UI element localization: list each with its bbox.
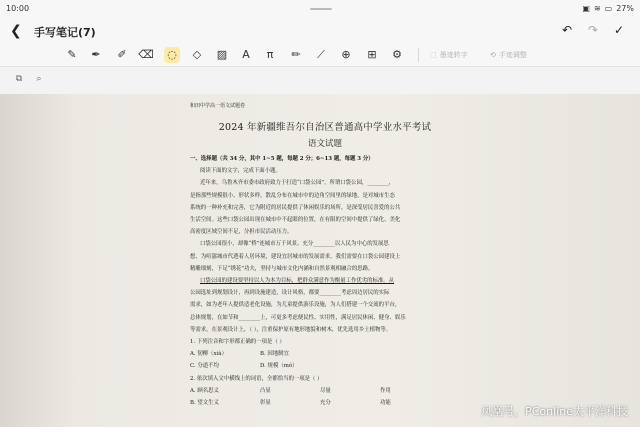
text-line: 系统的一种补充和完善，它为附近的居民提供了休闲娱乐的场所，是深受居民喜爱的公共	[190, 204, 401, 211]
question-2: 2. 依次填入文中横线上的词语，全都恰当的一项是（ ）	[190, 375, 323, 382]
section-heading: 一、选择题（共 34 分，其中 1~5 题，每题 2 分；6~13 题，每题 3 分）	[190, 156, 374, 162]
title-bar	[0, 18, 640, 44]
text-line: 高密度区域空间不足，分担市民活动压力。	[190, 229, 293, 236]
watermark: 凤凰号，PConline太平洋科技	[481, 405, 628, 418]
option-word: 尽量	[320, 387, 331, 394]
status-time: 10:00	[6, 4, 30, 13]
note-canvas[interactable]	[0, 94, 640, 427]
text-line: 口袋公园很小，却像“桥”连城市万千风景。充分________以人民为中心的发展思	[200, 241, 389, 248]
text-line: 总体规划，在如节和________上，可更多考虑便民性、实用性，满足居民休闲、健身、娱乐	[190, 314, 406, 321]
window-handle[interactable]	[310, 8, 332, 10]
highlighter-icon[interactable]: ✏	[291, 48, 301, 61]
text-line: 阅读下面的文字，完成下面小题。	[200, 168, 281, 175]
text-line: 近年来，乌鲁木齐市委市政府致力于打造“口袋公园”。所谓口袋公园，________，	[200, 180, 395, 187]
option-word: 功能	[380, 400, 391, 407]
formula-icon[interactable]: π	[266, 48, 274, 61]
text-line: 生活空间。这些口袋公园出现在城市中不起眼的位置，在有限的空间中提供了绿化、美化	[190, 217, 401, 224]
pages-icon[interactable]: ⧉	[15, 74, 23, 84]
handwriting-adjust-label: 手迹调整	[498, 51, 527, 59]
text-line: 是指那些规模很小、形状多样，散乱分布在城市中的边角空间里的绿地，是对城市生态	[190, 192, 395, 199]
text-line: 想，为喧嚣城市代透着人居环境，建设宜居城市的发展需求。我们需要在口袋公园建设上	[190, 253, 401, 260]
question-1: 1. 下列注音和字形都正确的一项是（ ）	[190, 339, 285, 346]
marker-icon[interactable]: ✐	[117, 48, 127, 61]
ruler-icon[interactable]: ⟋	[317, 48, 325, 61]
shape-icon[interactable]: ◇	[192, 48, 202, 61]
text-line: 等需求，在景观设计上，（ ），注重保护原有地形地貌和树木，优先选用乡土植物等。	[190, 326, 392, 333]
option-word: 充分	[320, 400, 331, 407]
status-bar	[0, 0, 640, 18]
document-subtitle: 语文试题	[307, 139, 342, 149]
handwriting-adjust-icon: ⟲	[490, 51, 496, 59]
settings-icon[interactable]: ⚙	[392, 48, 402, 61]
question-1-options-row-1	[190, 348, 460, 360]
option-word: 凸显	[260, 387, 271, 394]
battery-icon: ▭	[604, 4, 613, 13]
pen-icon[interactable]: ✒	[91, 48, 101, 61]
battery-level: 27%	[616, 4, 634, 13]
done-icon[interactable]: ✓	[614, 23, 625, 37]
option: A. 韧柳（xià）	[190, 351, 227, 358]
redo-icon[interactable]: ↷	[588, 23, 599, 37]
question-1-options-row-2	[190, 360, 460, 372]
image-icon[interactable]: ▨	[216, 48, 228, 61]
option: B. 望文生义	[190, 400, 219, 407]
ink-to-text-label: 墨迹转字	[439, 51, 468, 59]
question-2-row-2	[190, 397, 460, 409]
back-icon[interactable]: ❮	[10, 23, 22, 39]
exam-document	[190, 102, 460, 409]
text-icon[interactable]: A	[242, 48, 250, 61]
note-title: 手写笔记(7)	[34, 26, 96, 39]
option: D. 规模（mó）	[260, 363, 298, 370]
option: A. 顾名思义	[190, 387, 219, 394]
option-word: 彰显	[260, 400, 271, 407]
text-line: 精雕细刻，下足“绣花”功夫，坚持与城市文化内涵和自然景观相融合的思路。	[190, 265, 374, 272]
sub-toolbar	[0, 67, 640, 93]
option: B. 因地制宜	[260, 351, 289, 358]
text-line: 公园选址到规划设计，再到设施建造，设计风格，都要________考虑周边居民的实际	[190, 290, 390, 297]
hand-pen-icon[interactable]: ✎	[67, 48, 77, 61]
search-icon[interactable]: ⌕	[36, 74, 42, 84]
ink-to-text-button[interactable]	[430, 47, 468, 63]
handwriting-adjust-button[interactable]	[490, 47, 527, 63]
question-2-row-1	[190, 385, 460, 397]
add-icon[interactable]: ⊞	[367, 48, 377, 61]
undo-icon[interactable]: ↶	[562, 23, 573, 37]
ink-to-text-icon: ⬚	[430, 51, 437, 59]
text-line: 需求，如为老年人提供适老化设施，为儿童提供游乐设施，为人们搭建一个交流的平台，	[190, 302, 401, 309]
document-title: 2024 年新疆维吾尔自治区普通高中学业水平考试	[218, 122, 432, 133]
drawing-toolbar	[0, 44, 640, 67]
toolbar-divider	[418, 48, 419, 62]
document-small-header: 和田中学高一语文试题卷	[190, 103, 246, 109]
eraser-icon[interactable]: ⌫	[138, 48, 154, 61]
option-word: 作用	[380, 387, 391, 394]
option: C. 分道不均	[190, 363, 219, 370]
zoom-icon[interactable]: ⊕	[341, 48, 351, 61]
silent-icon: ▣	[582, 4, 590, 13]
wifi-icon: ≋	[593, 4, 601, 13]
text-line: 口袋公园的建设要坚持以人为本为目标，把群众满意作为衡量工作优劣的标准。从	[200, 278, 395, 285]
lasso-icon[interactable]: ◌	[164, 47, 180, 63]
